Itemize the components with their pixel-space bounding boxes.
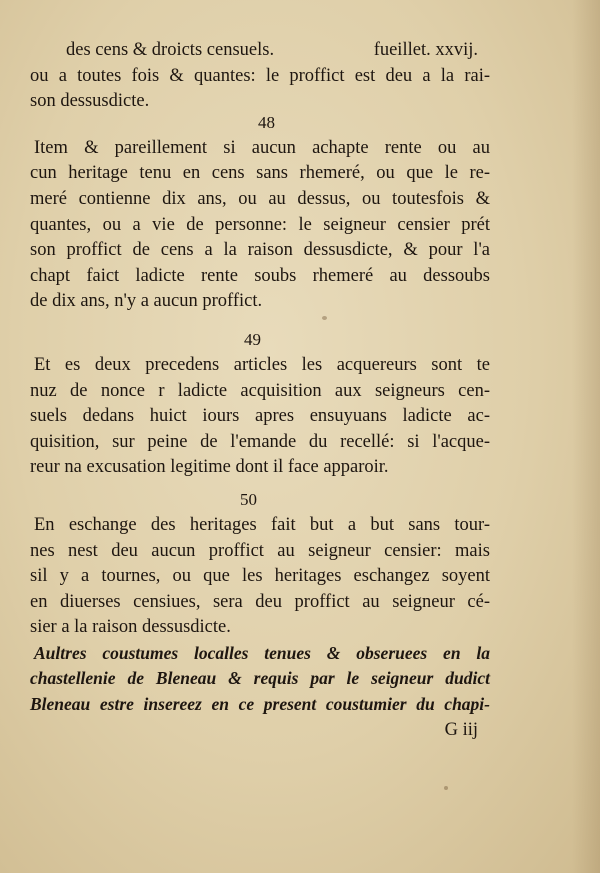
text-line: quantes, ou a vie de personne: le seigneur censier prét xyxy=(30,214,490,235)
italic-line: chastellenie de Bleneau & requis par le seigneur dudict xyxy=(30,668,490,689)
text-line: sil y a tournes, ou que les heritages eschangez soyent xyxy=(30,566,490,587)
text-line: Item & pareillement si aucun achapte rente ou au xyxy=(34,137,490,158)
running-head-title: des cens & droicts censuels. xyxy=(66,40,275,60)
text-line: nuz de nonce r ladicte acquisition aux seigneurs cen- xyxy=(30,380,490,401)
text-line: En eschange des heritages fait but a but sans tour- xyxy=(34,514,490,535)
ink-spot xyxy=(444,786,448,790)
article-48 xyxy=(30,136,490,315)
italic-line: Aultres coustumes localles tenues & obseruees en la xyxy=(34,642,490,663)
text-line: quisition, sur peine de l'emande du recellé: si l'acque- xyxy=(30,431,490,452)
section-heading-italic xyxy=(30,641,490,718)
article-number: 50 xyxy=(240,489,257,509)
text-line: son proffict de cens a la raison dessusdicte, & pour l'a xyxy=(30,240,490,261)
text-line: son dessusdicte. xyxy=(30,91,150,112)
text-line: Et es deux precedens articles les acquereurs sont te xyxy=(34,354,490,375)
article-50 xyxy=(30,513,490,641)
text-line: sier a la raison dessusdicte. xyxy=(30,617,231,638)
page-text xyxy=(30,38,490,743)
text-line: suels dedans huict iours apres ensuyuans ladicte ac- xyxy=(30,406,490,427)
text-line: meré contienne dix ans, ou au dessus, ou toutesfois & xyxy=(30,188,490,209)
text-line: ou a toutes fois & quantes: le proffict est deu a la rai- xyxy=(30,65,490,86)
text-line: de dix ans, n'y a aucun proffict. xyxy=(30,291,263,312)
text-line: cun heritage tenu en cens sans rhemeré, ou que le re- xyxy=(30,163,490,184)
article-49 xyxy=(30,353,490,481)
text-line: reur na excusation legitime dont il face apparoir. xyxy=(30,457,389,478)
text-line: en diuerses censiues, sera deu proffict au seigneur cé- xyxy=(30,591,490,612)
text-line: chapt faict ladicte rente soubs rhemeré au dessoubs xyxy=(30,265,490,286)
page-edge-shadow xyxy=(572,0,600,873)
text-line: nes nest deu aucun proffict au seigneur censier: mais xyxy=(30,540,490,561)
article-number: 49 xyxy=(244,329,261,349)
article-number: 48 xyxy=(258,112,275,132)
running-header xyxy=(30,38,490,64)
folio: fueillet. xxvij. xyxy=(373,40,478,60)
italic-line: Bleneau estre insereez en ce present coustumier du chapi- xyxy=(30,694,490,715)
signature-mark: G iij xyxy=(444,719,478,740)
